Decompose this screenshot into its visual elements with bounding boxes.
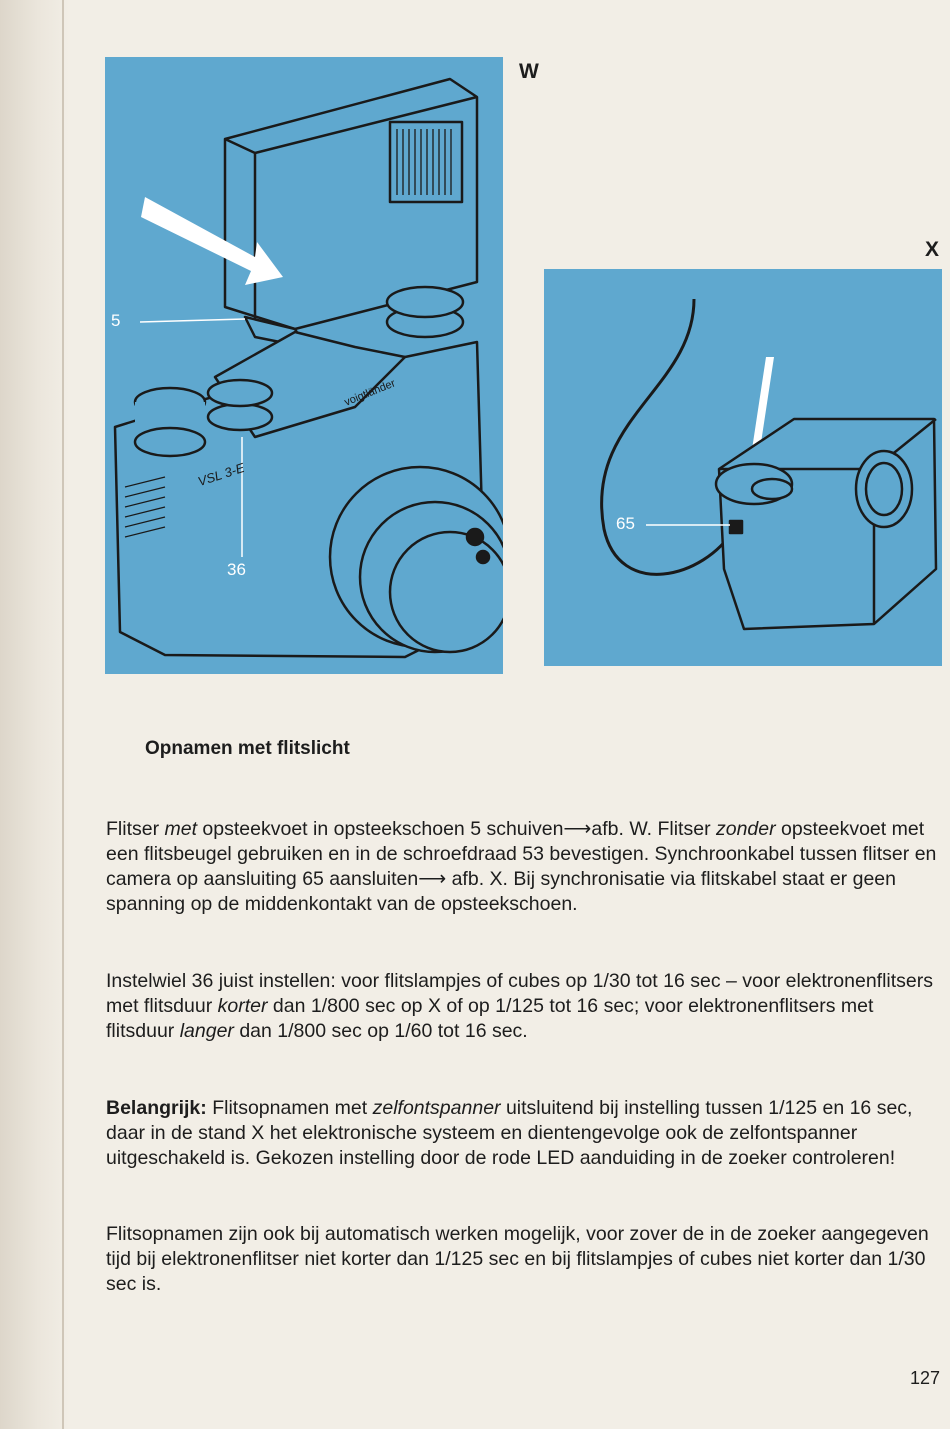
text-run: Flitsopnamen met [206, 1097, 373, 1119]
callout-5: 5 [111, 311, 121, 330]
page-spine-edge [62, 0, 64, 1429]
model-label: VSL 3-E [195, 459, 247, 490]
text-run: met [164, 818, 198, 840]
text-run: dan 1/800 sec op 1/60 tot 16 sec. [233, 1020, 528, 1042]
paragraph-important-self-timer [106, 1096, 942, 1171]
paragraph-flash-mounting [106, 817, 942, 917]
figure-x-label: X [925, 238, 940, 261]
callout-65: 65 [616, 514, 635, 533]
paragraph-setting-dial [106, 969, 942, 1044]
figure-w-illustration [105, 57, 503, 674]
text-run: zonder [715, 818, 776, 840]
text-run: opsteekvoet met een flitsbeugel gebruiken en in de schroefdraad 53 bevestigen. Synchroonkabel tussen flitser en camera op aansluiting 65 aansluiten⟶ afb. X. Bij synchronisatie via flitskabel staat er geen spanning op de middenkontakt van de opsteekschoen. [106, 818, 937, 915]
camera-with-flash-drawing [105, 57, 503, 674]
text-run: Flitsopnamen zijn ook bij automatisch werken mogelijk, voor zover de in de zoeker aangegeven tijd bij elektronenflitser niet korter dan 1/125 sec en bij flitslampjes of cubes niet korter dan 1/30 sec is. [106, 1223, 929, 1295]
text-run: zelfontspanner [372, 1097, 501, 1119]
text-run: korter [217, 995, 268, 1017]
figure-w-label: W [519, 60, 539, 83]
brand-label: voigtländer [342, 377, 398, 409]
text-run: Flitser [106, 818, 165, 840]
text-run: opsteekvoet in opsteekschoen 5 schuiven⟶afb. W. Flitser [197, 818, 716, 840]
text-run: langer [179, 1020, 234, 1042]
text-run: uitsluitend bij instelling tussen 1/125 en 16 sec, daar in de stand X het elektronische systeem en dientengevolge ook de zelfontspanner uitgeschakeld is. Gekozen instelling door de rode LED aanduiding in de zoeker controleren! [106, 1097, 913, 1169]
camera-with-sync-cable-drawing [544, 269, 942, 666]
page-spine-shadow [0, 0, 70, 1429]
figure-x-illustration [544, 269, 942, 666]
paragraph-automatic-mode [106, 1222, 942, 1297]
section-heading: Opnamen met flitslicht [145, 738, 350, 759]
page-number: 127 [910, 1368, 941, 1388]
callout-36: 36 [227, 560, 246, 579]
text-run: Belangrijk: [106, 1097, 207, 1119]
text-run: dan 1/800 sec op X of op 1/125 tot 16 sec; voor elektronenflitsers met flitsduur [106, 995, 874, 1042]
text-run: Instelwiel 36 juist instellen: voor flitslampjes of cubes op 1/30 tot 16 sec – voor elektronenflitsers met flitsduur [106, 970, 934, 1017]
